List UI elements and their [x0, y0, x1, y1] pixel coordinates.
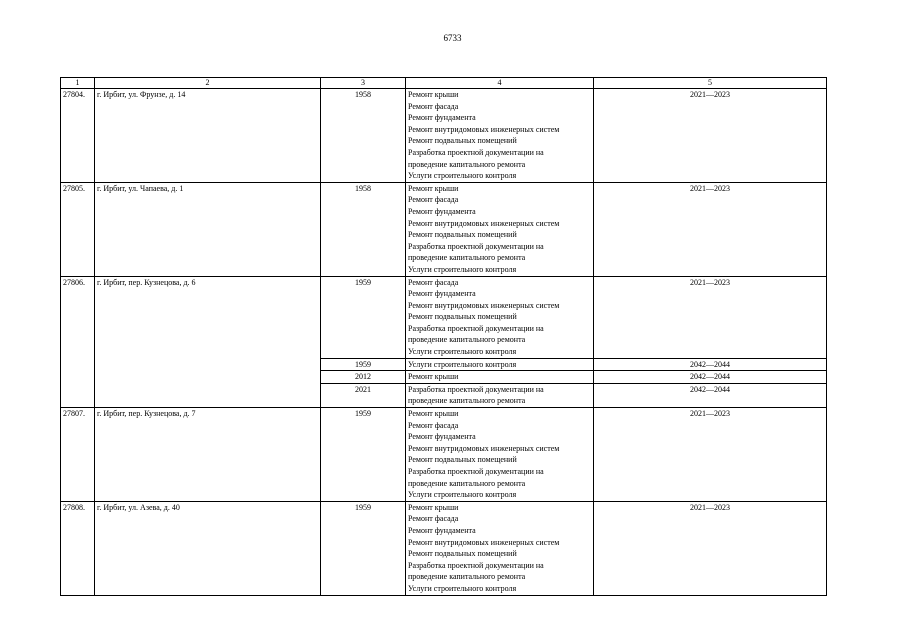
entry-year: 1958 — [321, 89, 406, 183]
work-item: Ремонт подвальных помещений — [408, 230, 517, 240]
work-item: Ремонт фундамента — [408, 432, 476, 442]
record-address: г. Ирбит, ул. Чапаева, д. 1 — [95, 182, 321, 276]
entry-period: 2042—2044 — [594, 383, 827, 407]
work-item: Услуги строительного контроля — [408, 490, 517, 500]
work-item: Разработка проектной документации на — [408, 147, 544, 157]
entry-year: 1959 — [321, 501, 406, 595]
work-item: Разработка проектной документации на — [408, 560, 544, 570]
entry-works — [406, 371, 594, 384]
entry-period: 2021—2023 — [594, 501, 827, 595]
entry-works — [406, 182, 594, 276]
work-item: Ремонт подвальных помещений — [408, 455, 517, 465]
work-item: Ремонт внутридомовых инженерных систем — [408, 443, 560, 453]
work-item: проведение капитального ремонта — [408, 478, 526, 488]
work-item: Ремонт фасада — [408, 420, 459, 430]
entry-year: 1959 — [321, 358, 406, 371]
work-item: Ремонт фасада — [408, 195, 459, 205]
record-number: 27805. — [61, 182, 95, 276]
work-item: Ремонт внутридомовых инженерных систем — [408, 300, 560, 310]
record-number: 27804. — [61, 89, 95, 183]
work-item: проведение капитального ремонта — [408, 335, 526, 345]
entry-period: 2042—2044 — [594, 358, 827, 371]
record-address: г. Ирбит, ул. Азева, д. 40 — [95, 501, 321, 595]
column-header: 4 — [406, 78, 594, 89]
entry-year: 1958 — [321, 182, 406, 276]
entry-works — [406, 383, 594, 407]
work-item: Ремонт подвальных помещений — [408, 549, 517, 559]
work-item: Разработка проектной документации на — [408, 467, 544, 476]
table-row — [61, 276, 827, 358]
work-item: Ремонт крыши — [408, 409, 459, 419]
work-item: Ремонт фасада — [408, 101, 459, 111]
work-item: Ремонт фасада — [408, 277, 459, 287]
work-item: Ремонт внутридомовых инженерных систем — [408, 124, 560, 134]
record-address: г. Ирбит, пер. Кузнецова, д. 7 — [95, 408, 321, 502]
record-number: 27807. — [61, 408, 95, 502]
work-item: Ремонт фундамента — [408, 206, 476, 216]
work-item: Услуги строительного контроля — [408, 264, 517, 274]
column-header: 1 — [61, 78, 95, 89]
work-item: Ремонт фасада — [408, 514, 459, 524]
table-row — [61, 89, 827, 183]
entry-period: 2021—2023 — [594, 182, 827, 276]
work-item: Ремонт крыши — [408, 502, 459, 512]
table-row — [61, 501, 827, 595]
work-item: проведение капитального ремонта — [408, 253, 526, 263]
column-header: 2 — [95, 78, 321, 89]
work-item: Услуги строительного контроля — [408, 171, 517, 181]
entry-works — [406, 408, 594, 502]
record-address: г. Ирбит, пер. Кузнецова, д. 6 — [95, 276, 321, 408]
work-item: Разработка проектной документации на — [408, 323, 544, 333]
table-row — [61, 408, 827, 502]
entry-year: 2021 — [321, 383, 406, 407]
work-item: Ремонт крыши — [408, 372, 459, 382]
entry-works — [406, 501, 594, 595]
work-item: Ремонт крыши — [408, 90, 459, 99]
work-item: Услуги строительного контроля — [408, 583, 517, 593]
entry-works — [406, 358, 594, 371]
work-item: Ремонт внутридомовых инженерных систем — [408, 218, 560, 228]
work-item: Ремонт крыши — [408, 183, 459, 193]
entry-period: 2021—2023 — [594, 276, 827, 358]
record-number: 27808. — [61, 501, 95, 595]
work-item: проведение капитального ремонта — [408, 396, 526, 406]
work-item: проведение капитального ремонта — [408, 159, 526, 169]
work-item: проведение капитального ремонта — [408, 572, 526, 582]
work-item: Ремонт фундамента — [408, 525, 476, 535]
page-number: 6733 — [443, 33, 462, 43]
entry-works — [406, 89, 594, 183]
work-item: Разработка проектной документации на — [408, 384, 544, 394]
header-row — [61, 78, 827, 89]
work-item: Услуги строительного контроля — [408, 359, 517, 369]
work-item: Ремонт фундамента — [408, 289, 476, 299]
work-item: Услуги строительного контроля — [408, 347, 517, 357]
table-body — [61, 78, 827, 596]
work-item: Ремонт внутридомовых инженерных систем — [408, 537, 560, 547]
entry-year: 1959 — [321, 276, 406, 358]
entry-year: 2012 — [321, 371, 406, 384]
record-address: г. Ирбит, ул. Фрунзе, д. 14 — [95, 89, 321, 183]
work-item: Ремонт подвальных помещений — [408, 312, 517, 322]
column-header: 5 — [594, 78, 827, 89]
registry-table — [60, 77, 827, 596]
work-item: Разработка проектной документации на — [408, 241, 544, 251]
entry-works — [406, 276, 594, 358]
entry-period: 2021—2023 — [594, 89, 827, 183]
table-row — [61, 182, 827, 276]
work-item: Ремонт фундамента — [408, 113, 476, 123]
column-header: 3 — [321, 78, 406, 89]
entry-year: 1959 — [321, 408, 406, 502]
work-item: Ремонт подвальных помещений — [408, 136, 517, 146]
entry-period: 2021—2023 — [594, 408, 827, 502]
record-number: 27806. — [61, 276, 95, 408]
entry-period: 2042—2044 — [594, 371, 827, 384]
